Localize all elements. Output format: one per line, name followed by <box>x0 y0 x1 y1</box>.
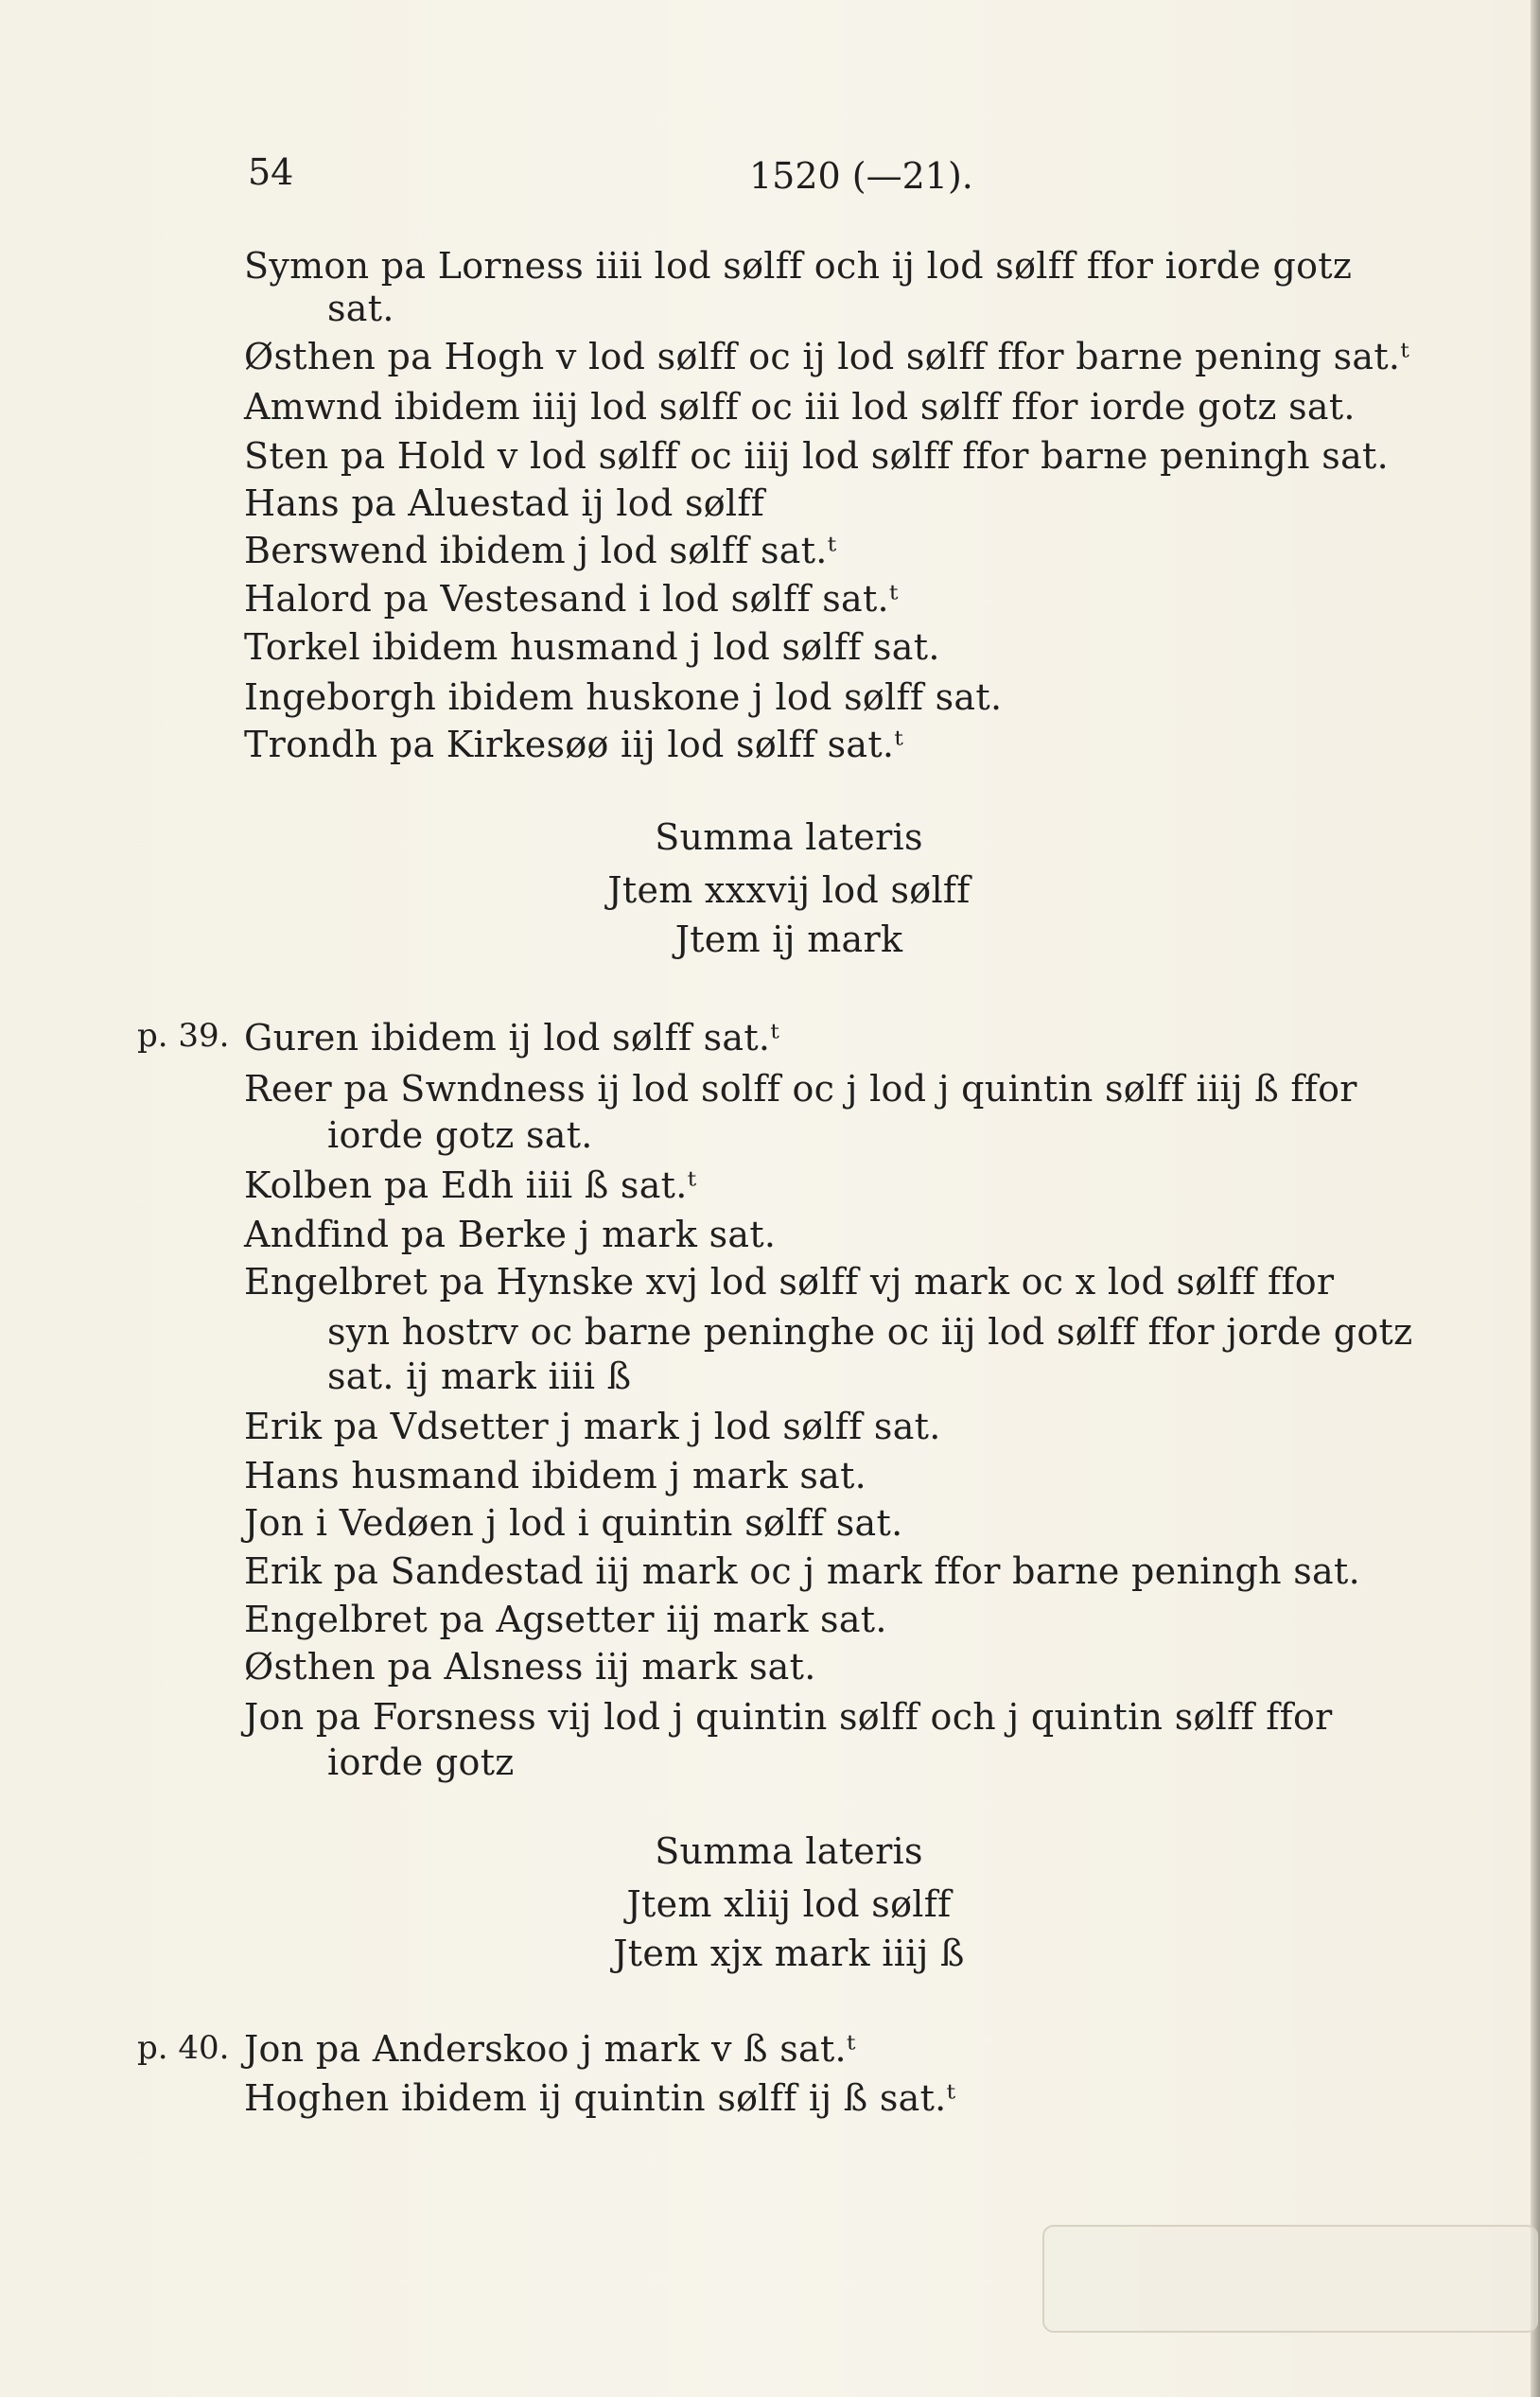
text-line: Kolben pa Edh iiii ß sat.ᵗ <box>244 1164 697 1206</box>
text-line: Torkel ibidem husmand j lod sølff sat. <box>244 626 940 668</box>
summa-title: Summa lateris <box>655 816 923 858</box>
text-line: sat. ij mark iiii ß <box>327 1356 632 1397</box>
text-line: Jon i Vedøen j lod i quintin sølff sat. <box>244 1502 903 1544</box>
text-line: Østhen pa Hogh v lod sølff oc ij lod sølff ffor barne pening sat.ᵗ <box>244 336 1409 377</box>
text-line: Amwnd ibidem iiij lod sølff oc iii lod sølff ffor iorde gotz sat. <box>244 386 1356 428</box>
text-line: Erik pa Sandestad iij mark oc j mark ffor barne peningh sat. <box>244 1550 1360 1592</box>
text-line: Reer pa Swndness ij lod solff oc j lod j quintin sølff iiij ß ffor <box>244 1068 1357 1110</box>
text-line: Trondh pa Kirkesøø iij lod sølff sat.ᵗ <box>244 724 903 765</box>
text-line: Østhen pa Alsness iij mark sat. <box>244 1646 816 1688</box>
text-line: Hans pa Aluestad ij lod sølff <box>244 482 765 524</box>
summa-line: Jtem xjx mark iiij ß <box>613 1933 965 1974</box>
text-line: Jon pa Forsness vij lod j quintin sølff och j quintin sølff ffor <box>244 1696 1333 1738</box>
text-line: Ingeborgh ibidem huskone j lod sølff sat. <box>244 676 1003 718</box>
text-line: Sten pa Hold v lod sølff oc iiij lod sølff ffor barne peningh sat. <box>244 435 1389 477</box>
text-line: Engelbret pa Agsetter iij mark sat. <box>244 1599 887 1640</box>
text-line: sat. <box>327 288 394 329</box>
summa-line: Jtem xxxvij lod sølff <box>607 869 971 911</box>
page-header <box>248 151 1478 199</box>
text-line: Berswend ibidem j lod sølff sat.ᵗ <box>244 530 837 571</box>
text-line: iorde gotz sat. <box>327 1114 593 1156</box>
text-line: Hans husmand ibidem j mark sat. <box>244 1455 867 1496</box>
text-line: Andfind pa Berke j mark sat. <box>244 1214 777 1255</box>
text-line: Hoghen ibidem ij quintin sølff ij ß sat.ᵗ <box>244 2077 956 2119</box>
page-number: 54 <box>248 151 294 193</box>
margin-page-ref: p. 40. <box>137 2029 230 2067</box>
summa-line: Jtem ij mark <box>674 919 903 960</box>
running-head: 1520 (—21). <box>749 155 973 197</box>
page-edge <box>1531 0 1540 2397</box>
text-line: Erik pa Vdsetter j mark j lod sølff sat. <box>244 1406 941 1447</box>
text-line: Jon pa Anderskoo j mark v ß sat.ᵗ <box>244 2028 856 2070</box>
text-line: Halord pa Vestesand i lod sølff sat.ᵗ <box>244 578 899 620</box>
text-line: Symon pa Lorness iiii lod sølff och ij lod sølff ffor iorde gotz <box>244 245 1353 287</box>
summa-line: Jtem xliij lod sølff <box>626 1883 952 1925</box>
text-line: Engelbret pa Hynske xvj lod sølff vj mark oc x lod sølff ffor <box>244 1261 1335 1303</box>
text-line: syn hostrv oc barne peninghe oc iij lod sølff ffor jorde gotz <box>327 1311 1413 1353</box>
decorative-frame <box>1042 2225 1538 2333</box>
summa-title: Summa lateris <box>655 1830 923 1872</box>
text-line: iorde gotz <box>327 1741 515 1783</box>
margin-page-ref: p. 39. <box>137 1017 230 1055</box>
text-line: Guren ibidem ij lod sølff sat.ᵗ <box>244 1017 779 1059</box>
